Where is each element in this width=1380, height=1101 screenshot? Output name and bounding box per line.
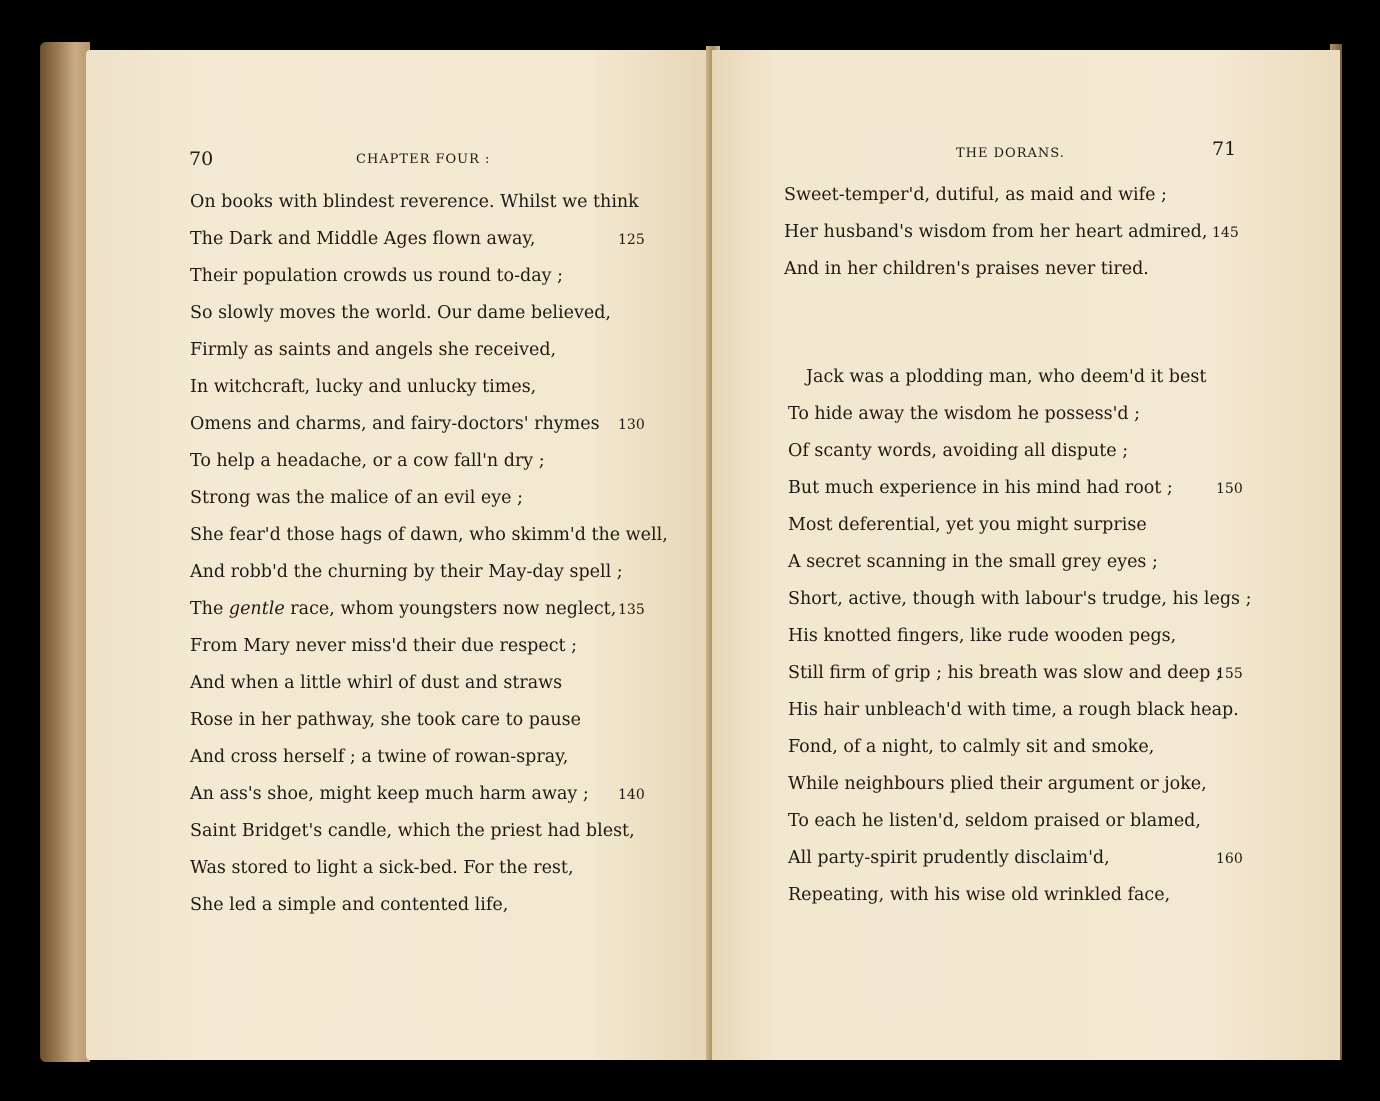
verse-line: The gentle race, whom youngsters now neglect, 135	[190, 591, 710, 628]
verse-line: And when a little whirl of dust and straws	[190, 673, 563, 693]
page-number: 71	[1212, 138, 1237, 160]
running-head: CHAPTER FOUR :	[356, 152, 491, 167]
verse-line: From Mary never miss'd their due respect ;	[190, 636, 578, 656]
verse-line: In witchcraft, lucky and unlucky times,	[190, 377, 537, 397]
verse-line: She fear'd those hags of dawn, who skimm'd the well,	[190, 525, 668, 545]
verse-line: And cross herself ; a twine of rowan-spray,	[190, 747, 569, 767]
verse-line: Saint Bridget's candle, which the priest had blest,	[190, 821, 635, 841]
right-verse-lines-top	[784, 177, 1304, 288]
verse-line: And robb'd the churning by their May-day spell ;	[190, 562, 623, 582]
verse-line: But much experience in his mind had root ; 150	[788, 470, 1308, 507]
verse-line: To each he listen'd, seldom praised or blamed,	[788, 811, 1201, 831]
verse-line: His hair unbleach'd with time, a rough black heap.	[788, 700, 1239, 720]
verse-line: All party-spirit prudently disclaim'd, 160	[788, 840, 1308, 877]
verse-line: And in her children's praises never tired.	[784, 259, 1149, 279]
line-number: 125	[618, 232, 645, 248]
book-edge-left	[40, 42, 90, 1062]
verse-line: To hide away the wisdom he possess'd ;	[788, 404, 1141, 424]
page-number: 70	[189, 148, 214, 170]
verse-line: Firmly as saints and angels she received,	[190, 340, 557, 360]
verse-line: Fond, of a night, to calmly sit and smoke,	[788, 737, 1155, 757]
line-number: 140	[618, 787, 645, 803]
verse-line: Short, active, though with labour's trudge, his legs ;	[788, 589, 1252, 609]
verse-line: Strong was the malice of an evil eye ;	[190, 488, 523, 508]
verse-line: A secret scanning in the small grey eyes ;	[788, 552, 1158, 572]
right-page	[712, 50, 1340, 1060]
left-verse-lines	[190, 184, 710, 924]
verse-line: Sweet-temper'd, dutiful, as maid and wife ;	[784, 185, 1167, 205]
verse-line: While neighbours plied their argument or joke,	[788, 774, 1207, 794]
verse-line: Omens and charms, and fairy-doctors' rhymes 130	[190, 406, 710, 443]
verse-line: Was stored to light a sick-bed. For the rest,	[190, 858, 574, 878]
line-number: 130	[618, 417, 645, 433]
verse-line: She led a simple and contented life,	[190, 895, 509, 915]
verse-line: Her husband's wisdom from her heart admired, 145	[784, 214, 1304, 251]
verse-line: Most deferential, yet you might surprise	[788, 515, 1147, 535]
verse-line: So slowly moves the world. Our dame believed,	[190, 303, 611, 323]
line-number: 160	[1216, 851, 1243, 867]
line-number: 145	[1212, 225, 1239, 241]
verse-line: Repeating, with his wise old wrinkled face,	[788, 885, 1171, 905]
verse-line: On books with blindest reverence. Whilst we think	[190, 192, 639, 212]
verse-line: Jack was a plodding man, who deem'd it best	[806, 367, 1207, 387]
italic-word: gentle	[228, 599, 285, 619]
line-number: 150	[1216, 481, 1243, 497]
line-number: 135	[618, 602, 645, 618]
verse-line: Still firm of grip ; his breath was slow and deep ; 155	[788, 655, 1308, 692]
verse-line: To help a headache, or a cow fall'n dry ;	[190, 451, 545, 471]
verse-line: The Dark and Middle Ages flown away, 125	[190, 221, 710, 258]
right-verse-lines-bottom	[788, 359, 1308, 914]
verse-line: Their population crowds us round to-day ;	[190, 266, 563, 286]
left-page	[86, 50, 718, 1060]
verse-line: His knotted fingers, like rude wooden pegs,	[788, 626, 1177, 646]
verse-line: Rose in her pathway, she took care to pause	[190, 710, 581, 730]
verse-line: Of scanty words, avoiding all dispute ;	[788, 441, 1129, 461]
running-head: THE DORANS.	[956, 146, 1065, 161]
verse-line: An ass's shoe, might keep much harm away ; 140	[190, 776, 710, 813]
line-number: 155	[1216, 666, 1243, 682]
